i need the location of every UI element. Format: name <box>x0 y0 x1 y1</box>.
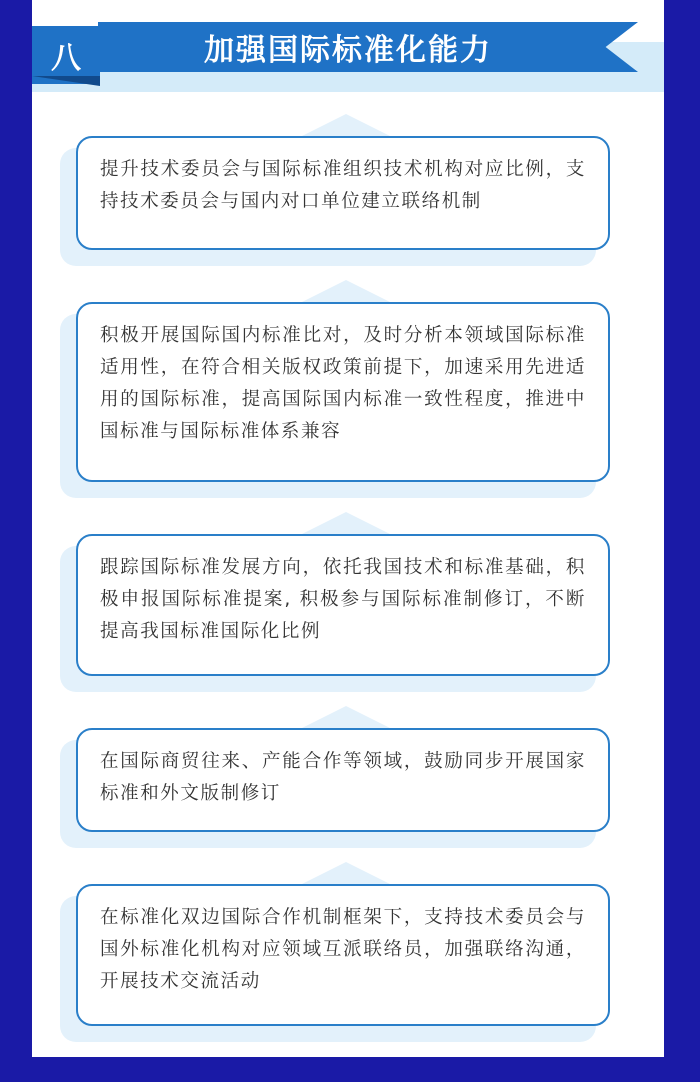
list-item: 提升技术委员会与国际标准组织技术机构对应比例，支持技术委员会与国内对口单位建立联络机制 <box>76 136 610 250</box>
list-item: 跟踪国际标准发展方向，依托我国技术和标准基础，积极申报国际标准提案, 积极参与国际标准制修订，不断提高我国标准国际化比例 <box>76 534 610 676</box>
section-title: 加强国际标准化能力 <box>204 33 492 68</box>
section-number: 八 <box>32 26 100 84</box>
page <box>32 0 664 1057</box>
list-item: 积极开展国际国内标准比对，及时分析本领域国际标准适用性，在符合相关版权政策前提下，加速采用先进适用的国际标准，提高国际国内标准一致性程度，推进中国标准与国际标准体系兼容 <box>76 302 610 482</box>
list-item: 在标准化双边国际合作机制框架下，支持技术委员会与国外标准化机构对应领域互派联络员，加强联络沟通，开展技术交流活动 <box>76 884 610 1026</box>
list-item: 在国际商贸往来、产能合作等领域，鼓励同步开展国家标准和外文版制修订 <box>76 728 610 832</box>
